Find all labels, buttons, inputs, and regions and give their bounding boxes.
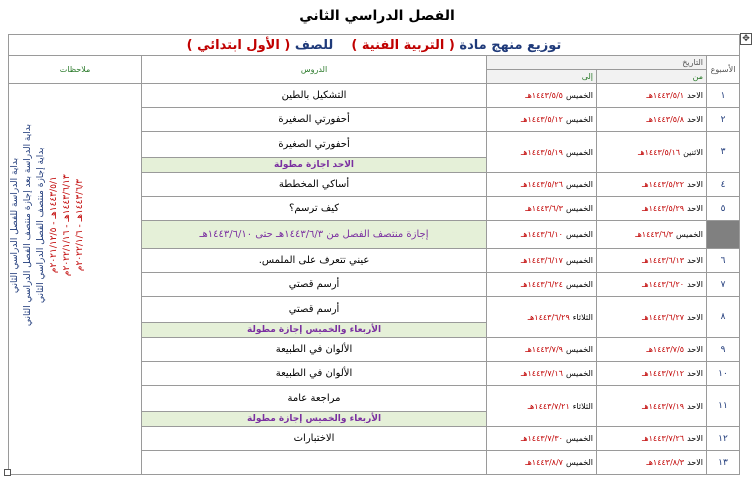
to-day: الخميس bbox=[565, 369, 594, 378]
note-line: ١٤٤٣/٦/١٣هـ - ٢٠٢٢/١/١٦م bbox=[62, 174, 72, 276]
lesson-title: أرسم قصتي bbox=[288, 279, 340, 290]
from-date: ١٤٤٣/٨/٣هـ bbox=[646, 458, 685, 467]
table-heading bbox=[9, 35, 740, 56]
to-day: الخميس bbox=[565, 280, 594, 289]
from-day: الاحد bbox=[687, 434, 704, 443]
to-day: الخميس bbox=[565, 434, 594, 443]
week-cell: ٨ bbox=[707, 297, 740, 338]
from-day: الاحد bbox=[687, 312, 704, 322]
to-date: ١٤٤٣/٥/٢٦هـ bbox=[520, 180, 563, 189]
to-date-cell bbox=[487, 132, 597, 173]
to-date-cell bbox=[487, 84, 597, 108]
lesson-title: الألوان في الطبيعة bbox=[275, 344, 353, 355]
from-date: ١٤٤٣/٦/٢٠هـ bbox=[642, 280, 685, 289]
from-date: ١٤٤٣/٥/٨هـ bbox=[646, 115, 685, 124]
from-date-cell bbox=[597, 362, 707, 386]
document-title: الفصل الدراسي الثاني bbox=[299, 8, 455, 24]
from-day: الاحد bbox=[687, 204, 704, 213]
week-cell: ٥ bbox=[707, 197, 740, 221]
to-date-cell bbox=[487, 108, 597, 132]
from-day: الاحد bbox=[687, 345, 704, 354]
from-date-cell bbox=[597, 427, 707, 451]
to-date-cell bbox=[487, 451, 597, 475]
to-day: الخميس bbox=[565, 230, 594, 239]
week-cell: ٣ bbox=[707, 132, 740, 173]
lesson-cell bbox=[142, 451, 487, 475]
from-date-cell bbox=[597, 451, 707, 475]
from-date: ١٤٤٣/٥/٢٢هـ bbox=[642, 180, 685, 189]
lesson-title: التشكيل بالطين bbox=[281, 90, 347, 101]
from-date: ١٤٤٣/٧/١٩هـ bbox=[642, 401, 685, 411]
from-day: الاحد bbox=[687, 180, 704, 189]
to-date-cell bbox=[487, 197, 597, 221]
from-date-cell bbox=[597, 249, 707, 273]
lesson-title: أحفورتي الصغيرة bbox=[278, 139, 350, 150]
from-day: الخميس bbox=[675, 230, 704, 239]
date-column-header: التاريخ bbox=[487, 56, 707, 70]
from-date: ١٤٤٣/٧/١٢هـ bbox=[642, 369, 685, 378]
to-date: ١٤٤٣/٦/٣هـ bbox=[525, 204, 563, 213]
to-date-cell bbox=[487, 338, 597, 362]
note-line: بداية إجازة منتصف الفصل الدراسي الثاني bbox=[36, 147, 46, 303]
to-date: ١٤٤٣/٧/٩هـ bbox=[525, 345, 563, 354]
from-date: ١٤٤٣/٥/٢٩هـ bbox=[642, 204, 685, 213]
lesson-cell bbox=[142, 273, 487, 297]
to-date: ١٤٤٣/٥/١٢هـ bbox=[520, 115, 563, 124]
from-date-cell bbox=[597, 221, 707, 249]
week-cell: ١٣ bbox=[707, 451, 740, 475]
to-day: الخميس bbox=[565, 115, 594, 124]
to-date: ١٤٤٣/٦/٢٤هـ bbox=[520, 280, 563, 289]
from-date-cell bbox=[597, 273, 707, 297]
to-date: ١٤٤٣/٨/٧هـ bbox=[525, 458, 563, 467]
to-date-cell bbox=[487, 273, 597, 297]
lessons-column-header: الدروس bbox=[142, 56, 487, 84]
week-cell: ١١ bbox=[707, 386, 740, 427]
to-date-cell bbox=[487, 386, 597, 427]
header-row-1 bbox=[9, 56, 740, 70]
to-date-cell bbox=[487, 221, 597, 249]
lesson-title: الاختبارات bbox=[293, 433, 335, 444]
lesson-title: أحفورتي الصغيرة bbox=[278, 114, 350, 125]
to-day: الخميس bbox=[565, 256, 594, 265]
lesson-cell bbox=[142, 84, 487, 108]
to-date: ١٤٤٣/٧/٣٠هـ bbox=[520, 434, 563, 443]
lesson-title: الألوان في الطبيعة bbox=[275, 368, 353, 379]
to-date-cell bbox=[487, 427, 597, 451]
from-day: الاحد bbox=[687, 458, 704, 467]
lesson-cell bbox=[142, 338, 487, 362]
to-day: الخميس bbox=[565, 147, 594, 157]
note-line: بداية الدراسة بعد إجازة منتصف الفصل الدراسي الثاني bbox=[23, 124, 33, 327]
from-date-cell bbox=[597, 173, 707, 197]
lesson-title: عيني تتعرف على الملمس. bbox=[258, 255, 370, 266]
from-date-cell bbox=[597, 338, 707, 362]
lesson-title bbox=[142, 451, 486, 474]
to-date-cell bbox=[487, 362, 597, 386]
from-day: الاحد bbox=[687, 280, 704, 289]
lesson-cell bbox=[142, 386, 487, 427]
to-date: ١٤٤٣/٧/٢١هـ bbox=[527, 401, 570, 411]
lesson-cell bbox=[142, 132, 487, 173]
from-date: ١٤٤٣/٥/١٦هـ bbox=[638, 147, 681, 157]
lesson-title: أساكي المخططة bbox=[278, 179, 350, 190]
from-date-cell bbox=[597, 197, 707, 221]
week-cell: ٤ bbox=[707, 173, 740, 197]
from-date-cell bbox=[597, 386, 707, 427]
from-date-cell bbox=[597, 132, 707, 173]
from-day: الاحد bbox=[687, 91, 704, 100]
heading-prefix: توزيع منهج مادة bbox=[459, 37, 562, 53]
lesson-cell bbox=[142, 197, 487, 221]
from-day: الاحد bbox=[687, 369, 704, 378]
lesson-cell bbox=[142, 297, 487, 338]
lesson-cell bbox=[142, 108, 487, 132]
note-line: ١٤٤٣/٦/٣هـ - ٢٠٢٢/١/٦م bbox=[75, 178, 85, 272]
table-move-handle-icon[interactable]: ✥ bbox=[740, 33, 752, 45]
to-date-cell bbox=[487, 297, 597, 338]
from-day: الاحد bbox=[687, 401, 704, 411]
to-day: الثلاثاء bbox=[572, 312, 594, 322]
lesson-title: إجازة منتصف الفصل من ١٤٤٣/٦/٣هـ حتى ١٤٤٣/٦/١٠هـ bbox=[199, 229, 429, 240]
to-day: الخميس bbox=[565, 91, 594, 100]
week-cell: ١ bbox=[707, 84, 740, 108]
to-date-cell bbox=[487, 173, 597, 197]
week-cell: ٦ bbox=[707, 249, 740, 273]
week-cell bbox=[707, 221, 740, 249]
to-day: الخميس bbox=[565, 458, 594, 467]
notes-column-header: ملاحظات bbox=[9, 56, 142, 84]
to-day: الخميس bbox=[565, 204, 594, 213]
heading-subject: ( التربية الفنية ) bbox=[351, 37, 455, 53]
from-date: ١٤٤٣/٦/٢٧هـ bbox=[642, 312, 685, 322]
week-cell: ٩ bbox=[707, 338, 740, 362]
lesson-cell bbox=[142, 427, 487, 451]
holiday-note: الأربعاء والخميس إجازة مطولة bbox=[142, 322, 486, 337]
from-date-cell bbox=[597, 297, 707, 338]
week-cell: ١٠ bbox=[707, 362, 740, 386]
lesson-cell bbox=[142, 362, 487, 386]
table-resize-handle-icon[interactable] bbox=[4, 469, 11, 476]
table-row bbox=[9, 84, 740, 108]
note-line: ١٤٤٣/٥/١هـ - ٢٠٢١/١٢/٥م bbox=[49, 176, 59, 274]
lesson-cell bbox=[142, 249, 487, 273]
note-line: بداية الدراسة للفصل الدراسي الثاني bbox=[10, 157, 20, 293]
week-cell: ٢ bbox=[707, 108, 740, 132]
lesson-title: مراجعة عامة bbox=[287, 393, 341, 404]
from-column-header: من bbox=[597, 70, 707, 84]
from-date: ١٤٤٣/٧/٥هـ bbox=[646, 345, 685, 354]
from-day: الاحد bbox=[687, 256, 704, 265]
table-heading-row bbox=[9, 35, 740, 56]
to-date: ١٤٤٣/٦/١٠هـ bbox=[520, 230, 563, 239]
week-column-header: الأسبوع bbox=[707, 56, 740, 84]
to-day: الخميس bbox=[565, 345, 594, 354]
holiday-note: الاحد اجازة مطولة bbox=[142, 157, 486, 172]
lesson-title: أرسم قصتي bbox=[288, 304, 340, 315]
lesson-cell bbox=[142, 173, 487, 197]
week-cell: ٧ bbox=[707, 273, 740, 297]
to-column-header: إلى bbox=[487, 70, 597, 84]
to-date: ١٤٤٣/٥/١٩هـ bbox=[520, 147, 563, 157]
to-date: ١٤٤٣/٦/٢٩هـ bbox=[527, 312, 570, 322]
heading-grade-prefix: للصف bbox=[294, 37, 334, 53]
from-date: ١٤٤٣/٥/١هـ bbox=[646, 91, 685, 100]
to-day: الخميس bbox=[565, 180, 594, 189]
to-date: ١٤٤٣/٦/١٧هـ bbox=[520, 256, 563, 265]
holiday-note: الأربعاء والخميس إجازة مطولة bbox=[142, 411, 486, 426]
lesson-title: كيف ترسم؟ bbox=[289, 203, 339, 214]
notes-cell bbox=[9, 84, 142, 475]
from-date: ١٤٤٣/٦/١٣هـ bbox=[642, 256, 685, 265]
week-cell: ١٢ bbox=[707, 427, 740, 451]
from-day: الاحد bbox=[687, 115, 704, 124]
from-date-cell bbox=[597, 108, 707, 132]
from-day: الاثنين bbox=[683, 147, 704, 157]
to-date: ١٤٤٣/٥/٥هـ bbox=[525, 91, 563, 100]
notes-text bbox=[9, 124, 141, 326]
lesson-cell bbox=[142, 221, 487, 249]
to-date: ١٤٤٣/٧/١٦هـ bbox=[520, 369, 563, 378]
heading-grade: ( الأول ابتدائي ) bbox=[186, 37, 291, 53]
from-date: ١٤٤٣/٦/٣هـ bbox=[635, 230, 673, 239]
to-day: الثلاثاء bbox=[572, 401, 594, 411]
from-date: ١٤٤٣/٧/٢٦هـ bbox=[642, 434, 685, 443]
to-date-cell bbox=[487, 249, 597, 273]
curriculum-table bbox=[8, 34, 740, 475]
from-date-cell bbox=[597, 84, 707, 108]
